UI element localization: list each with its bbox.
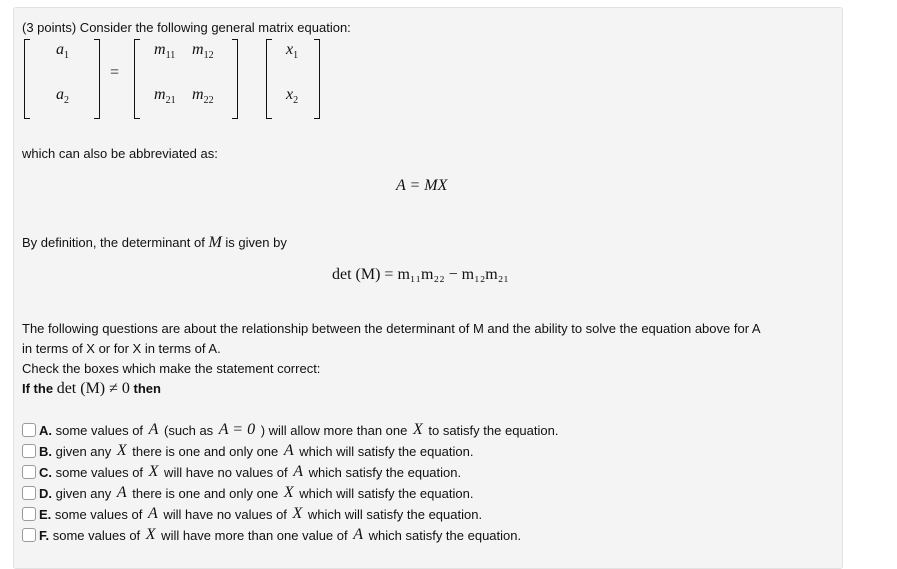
option-letter: D. (39, 485, 52, 501)
math-term: A (283, 442, 294, 459)
option-text: ) will allow more than one (257, 422, 411, 438)
option-text: there is one and only one (128, 443, 282, 459)
option-text: (such as (160, 422, 217, 438)
checkbox[interactable] (22, 507, 36, 521)
a2: $a_2$ (56, 86, 69, 107)
paragraph-line1: The following questions are about the relationship between the determinant of M and the ability to solve the equation above for A (22, 321, 761, 336)
option-d[interactable] (22, 484, 473, 502)
m22: $m_{22}$ (192, 86, 214, 107)
math-term: X (116, 442, 127, 459)
option-text: some values of (52, 464, 147, 480)
option-f[interactable] (22, 526, 521, 544)
option-text: will have no values of (160, 464, 292, 480)
equals-sign: = (110, 64, 120, 81)
m11: $m_{11}$ (154, 41, 176, 62)
math-term: X (148, 463, 159, 480)
option-text: some values of (49, 527, 144, 543)
math-term: A (116, 484, 127, 501)
math-term: A (353, 526, 364, 543)
m21: $m_{21}$ (154, 86, 176, 107)
option-letter: F. (39, 527, 50, 543)
question-panel (13, 7, 843, 569)
checkbox[interactable] (22, 528, 36, 542)
checkbox[interactable] (22, 444, 36, 458)
determinant-equation: det (M) = m₁₁m₂₂ − m₁₂m₂₁ (332, 266, 509, 283)
bracket-right (94, 39, 100, 119)
option-text: there is one and only one (128, 485, 282, 501)
bracket-left (24, 39, 30, 119)
option-text: which satisfy the equation. (305, 464, 462, 480)
condition: If the det (M) ≠ 0 then (22, 380, 161, 397)
option-letter: B. (39, 443, 52, 459)
abbrev-text: which can also be abbreviated as: (22, 146, 218, 161)
option-c[interactable] (22, 463, 461, 481)
option-text: which satisfy the equation. (365, 527, 522, 543)
bracket-right (232, 39, 238, 119)
option-b[interactable] (22, 442, 473, 460)
math-term: X (292, 505, 303, 522)
option-text: to satisfy the equation. (424, 422, 559, 438)
checkbox[interactable] (22, 423, 36, 437)
definition-text: By definition, the determinant of M is given by (22, 234, 287, 251)
option-text: some values of (52, 422, 147, 438)
option-letter: E. (39, 506, 52, 522)
option-text: which will satisfy the equation. (295, 443, 474, 459)
option-text: will have more than one value of (157, 527, 352, 543)
bracket-left (266, 39, 272, 119)
option-letter: A. (39, 422, 52, 438)
question-intro: (3 points) Consider the following general matrix equation: (22, 20, 351, 35)
option-text: some values of (51, 506, 146, 522)
a1: $a_1$ (56, 41, 69, 62)
instruction: Check the boxes which make the statement correct: (22, 361, 321, 376)
bracket-right (314, 39, 320, 119)
abbrev-equation: A = MX (396, 177, 448, 194)
m12: $m_{12}$ (192, 41, 214, 62)
checkbox[interactable] (22, 486, 36, 500)
bracket-left (134, 39, 140, 119)
math-term: A (293, 463, 304, 480)
option-text: will have no values of (159, 506, 291, 522)
math-term: X (412, 421, 423, 438)
option-text: given any (52, 443, 115, 459)
paragraph-line2: in terms of X or for X in terms of A. (22, 341, 221, 356)
option-text: which will satisfy the equation. (295, 485, 474, 501)
option-text: given any (52, 485, 115, 501)
x2: $x_2$ (286, 86, 299, 107)
math-term: A (147, 505, 158, 522)
option-letter: C. (39, 464, 52, 480)
math-term: A (148, 421, 159, 438)
math-term: A = 0 (218, 421, 256, 438)
math-term: X (283, 484, 294, 501)
x1: $x_1$ (286, 41, 299, 62)
option-text: which will satisfy the equation. (304, 506, 483, 522)
checkbox[interactable] (22, 465, 36, 479)
math-term: X (145, 526, 156, 543)
option-e[interactable] (22, 505, 482, 523)
option-a[interactable] (22, 421, 558, 439)
